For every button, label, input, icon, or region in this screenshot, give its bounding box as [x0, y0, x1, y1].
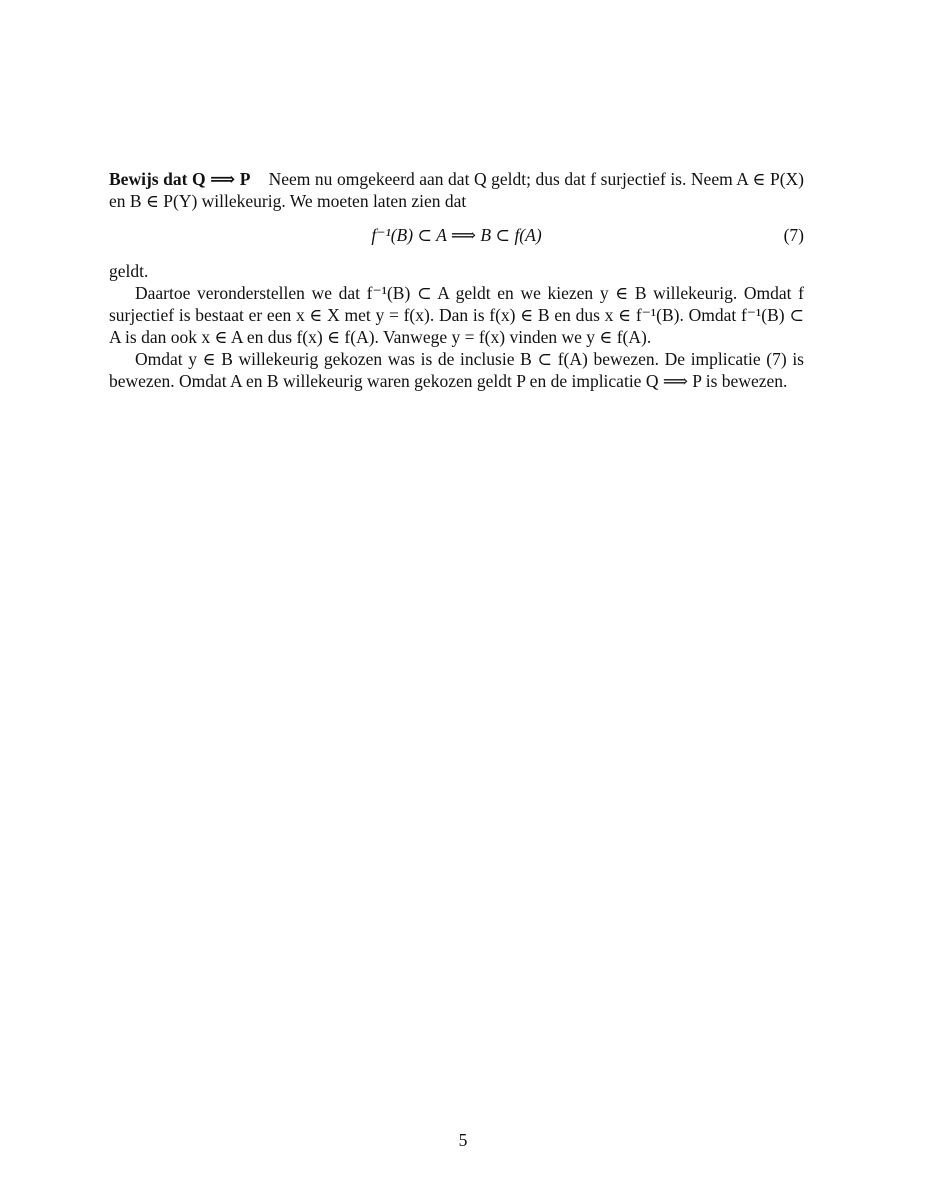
proof-intro-line-1: Neem nu omgekeerd aan dat Q geldt; dus dat f surjectief is. [268, 169, 687, 189]
page-number: 5 [458, 1130, 468, 1150]
equation-number: (7) [783, 225, 804, 245]
proof-intro [109, 168, 804, 212]
proof-paragraph-2: Daartoe veronderstellen we dat f⁻¹(B) ⊂ A geldt en we kiezen y ∈ B willekeurig. Omdat f surjectief is bestaat er een x ∈ X met y = f(x). Dan is f(x) ∈ B en dus x ∈ f⁻¹(B). Omdat f⁻¹(B) ⊂ A is dan ook x ∈ A en dus f(x) ∈ f(A). Vanwege y = f(x) vinden we y ∈ f(A). [109, 283, 804, 347]
display-equation-block [109, 218, 804, 254]
proof-heading: Bewijs dat Q ⟹ P [109, 169, 251, 189]
proof-paragraph-3: Omdat y ∈ B willekeurig gekozen was is de inclusie B ⊂ f(A) bewezen. De implicatie (7) is bewezen. Omdat A en B willekeurig waren gekozen geldt P en de implicatie Q ⟹ P is bewezen. [109, 349, 804, 391]
display-equation: f⁻¹(B) ⊂ A ⟹ B ⊂ f(A) [371, 225, 542, 245]
proof-section [109, 168, 804, 392]
after-equation-text: geldt. [109, 261, 149, 281]
proof-intro-line-2: Neem A ∈ P(X) en B ∈ P(Y) willekeurig. We moeten laten zien dat [109, 169, 805, 211]
